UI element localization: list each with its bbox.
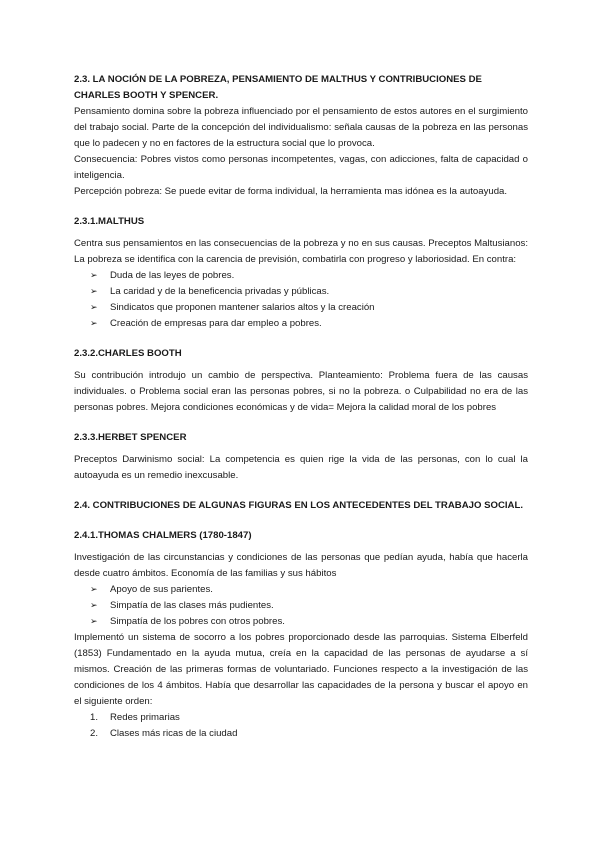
paragraph: Pensamiento domina sobre la pobreza influenciado por el pensamiento de estos autores en el surgimiento del trabajo social. Parte de la concepción del individualismo: señala causas de la pobreza en las personas que lo padecen y no en factores de la estructura social que lo provoca. <box>74 106 528 149</box>
bullet-list-chalmers <box>74 582 528 630</box>
list-item: ➢ Apoyo de sus parientes. <box>90 582 528 598</box>
list-item: ➢ Sindicatos que proponen mantener salarios altos y la creación <box>90 300 528 316</box>
list-item: 2. Clases más ricas de la ciudad <box>90 728 238 739</box>
arrow-bullet-icon: ➢ <box>90 271 98 281</box>
list-item: ➢ La caridad y de la beneficencia privadas y públicas. <box>90 284 528 300</box>
list-item: ➢ Creación de empresas para dar empleo a pobres. <box>90 316 528 332</box>
paragraph: Investigación de las circunstancias y condiciones de las personas que pedían ayuda, había que hacerla desde cuatro ámbitos. Economía de las familias y sus hábitos <box>74 552 528 579</box>
document-page <box>74 72 528 742</box>
list-item: 1. Redes primarias <box>90 712 180 723</box>
paragraph: Su contribución introdujo un cambio de perspectiva. Planteamiento: Problema fuera de las causas individuales. o Problema social eran las personas pobres, si no la pobreza. o Culpabilidad no era de las personas pobres. Mejora condiciones económicas y de vida= Mejora la calidad moral de los pobres <box>74 370 528 413</box>
section-heading-spencer: 2.3.3.HERBET SPENCER <box>74 432 187 443</box>
paragraph: Preceptos Darwinismo social: La competencia es quien rige la vida de las personas, con lo cual la autoayuda es un remedio inexcusable. <box>74 454 528 481</box>
list-item: ➢ Simpatía de las clases más pudientes. <box>90 598 528 614</box>
list-item: ➢ Simpatía de los pobres con otros pobres. <box>90 614 528 630</box>
section-heading-2-3: 2.3. LA NOCIÓN DE LA POBREZA, PENSAMIENTO DE MALTHUS Y CONTRIBUCIONES DE CHARLES BOOTH Y SPENCER. <box>74 74 482 101</box>
arrow-bullet-icon: ➢ <box>90 287 98 297</box>
paragraph: Centra sus pensamientos en las consecuencias de la pobreza y no en sus causas. Preceptos Maltusianos: La pobreza se identifica con la carencia de previsión, combatirla con progreso y laboriosidad. En contra: <box>74 238 528 265</box>
numbered-list <box>74 710 528 742</box>
paragraph: Percepción pobreza: Se puede evitar de forma individual, la herramienta mas idónea es la autoayuda. <box>74 186 508 197</box>
section-heading-chalmers: 2.4.1.THOMAS CHALMERS (1780-1847) <box>74 530 252 541</box>
section-heading-booth: 2.3.2.CHARLES BOOTH <box>74 348 182 359</box>
list-item: ➢ Duda de las leyes de pobres. <box>90 268 528 284</box>
paragraph: Consecuencia: Pobres vistos como personas incompetentes, vagas, con adicciones, falta de capacidad o inteligencia. <box>74 154 528 181</box>
bullet-list-malthus <box>74 268 528 332</box>
section-heading-2-4: 2.4. CONTRIBUCIONES DE ALGUNAS FIGURAS EN LOS ANTECEDENTES DEL TRABAJO SOCIAL. <box>74 500 523 511</box>
arrow-bullet-icon: ➢ <box>90 319 98 329</box>
arrow-bullet-icon: ➢ <box>90 303 98 313</box>
section-heading-malthus: 2.3.1.MALTHUS <box>74 216 145 227</box>
arrow-bullet-icon: ➢ <box>90 601 98 611</box>
arrow-bullet-icon: ➢ <box>90 617 98 627</box>
arrow-bullet-icon: ➢ <box>90 585 98 595</box>
paragraph: Implementó un sistema de socorro a los pobres proporcionado desde las parroquias. Sistema Elberfeld (1853) Fundamentado en la ayuda mutua, creía en la capacidad de las personas de ayudarse a sí mismos. Creación de las primeras formas de voluntariado. Funciones respecto a la investigación de las condiciones de los 4 ámbitos. Había que desarrollar las capacidades de la persona y buscar el apoyo en el siguiente orden: <box>74 632 528 707</box>
